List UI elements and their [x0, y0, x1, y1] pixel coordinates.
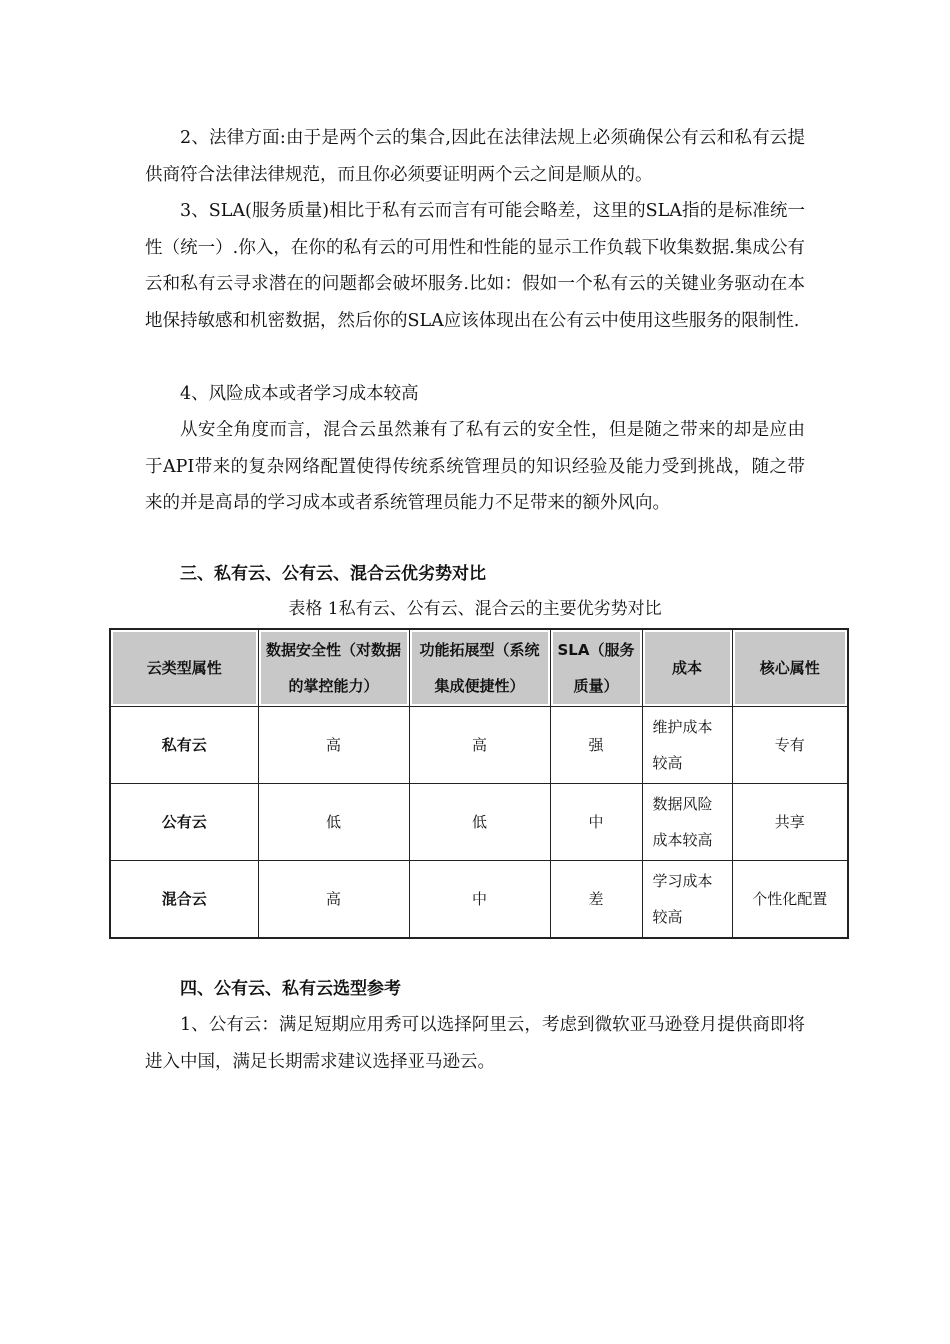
paragraph-legal: 2、法律方面:由于是两个云的集合,因此在法律法规上必须确保公有云和私有云提供商符合法律法律规范，而且你必须要证明两个云之间是顺从的。 — [145, 128, 805, 185]
table-cell: 低 — [409, 784, 550, 861]
table-row — [110, 861, 848, 939]
table-caption: 表格 1私有云、公有云、混合云的主要优劣势对比 — [288, 599, 662, 619]
section-heading-selection: 四、公有云、私有云选型参考 — [180, 979, 401, 999]
row-label: 私有云 — [110, 707, 258, 784]
table-cell: 差 — [550, 861, 642, 939]
table-cell: 高 — [409, 707, 550, 784]
paragraph-sla: 3、SLA(服务质量)相比于私有云而言有可能会略差，这里的SLA指的是标准统一性（统一）.你入，在你的私有云的可用性和性能的显示工作负载下收集数据.集成公有云和私有云寻求潜在的问题都会破坏服务.比如：假如一个私有云的关键业务驱动在本地保持敏感和机密数据，然后你的SLA应该体现出在公有云中使用这些服务的限制性. — [145, 201, 805, 331]
section-heading-comparison: 三、私有云、公有云、混合云优劣势对比 — [180, 564, 486, 584]
comparison-table — [109, 628, 849, 939]
row-label: 公有云 — [110, 784, 258, 861]
table-cell: 学习成本较高 — [642, 861, 732, 939]
table-cell: 共享 — [732, 784, 848, 861]
row-label: 混合云 — [110, 861, 258, 939]
table-cell: 数据风险成本较高 — [642, 784, 732, 861]
table-header-row — [110, 629, 848, 707]
table-cell: 强 — [550, 707, 642, 784]
table-cell: 中 — [550, 784, 642, 861]
table-row — [110, 784, 848, 861]
table-cell: 高 — [258, 861, 409, 939]
header-sla: SLA（服务质量） — [550, 629, 642, 707]
table-row — [110, 707, 848, 784]
header-data-security: 数据安全性（对数据的掌控能力） — [258, 629, 409, 707]
table-cell: 高 — [258, 707, 409, 784]
paragraph-public-cloud: 1、公有云：满足短期应用秀可以选择阿里云，考虑到微软亚马逊登月提供商即将进入中国，满足长期需求建议选择亚马逊云。 — [145, 1015, 805, 1072]
header-cloud-type: 云类型属性 — [110, 629, 258, 707]
table-cell: 低 — [258, 784, 409, 861]
header-extensibility: 功能拓展型（系统集成便捷性） — [409, 629, 550, 707]
header-core-attribute: 核心属性 — [732, 629, 848, 707]
table-cell: 专有 — [732, 707, 848, 784]
paragraph-security: 从安全角度而言，混合云虽然兼有了私有云的安全性，但是随之带来的却是应由于API带来的复杂网络配置使得传统系统管理员的知识经验及能力受到挑战，随之带来的并是高昂的学习成本或者系统管理员能力不足带来的额外风向。 — [145, 420, 805, 513]
header-cost: 成本 — [642, 629, 732, 707]
table-cell: 个性化配置 — [732, 861, 848, 939]
table-cell: 中 — [409, 861, 550, 939]
paragraph-risk-cost: 4、风险成本或者学习成本较高 — [180, 384, 419, 404]
table-cell: 维护成本较高 — [642, 707, 732, 784]
